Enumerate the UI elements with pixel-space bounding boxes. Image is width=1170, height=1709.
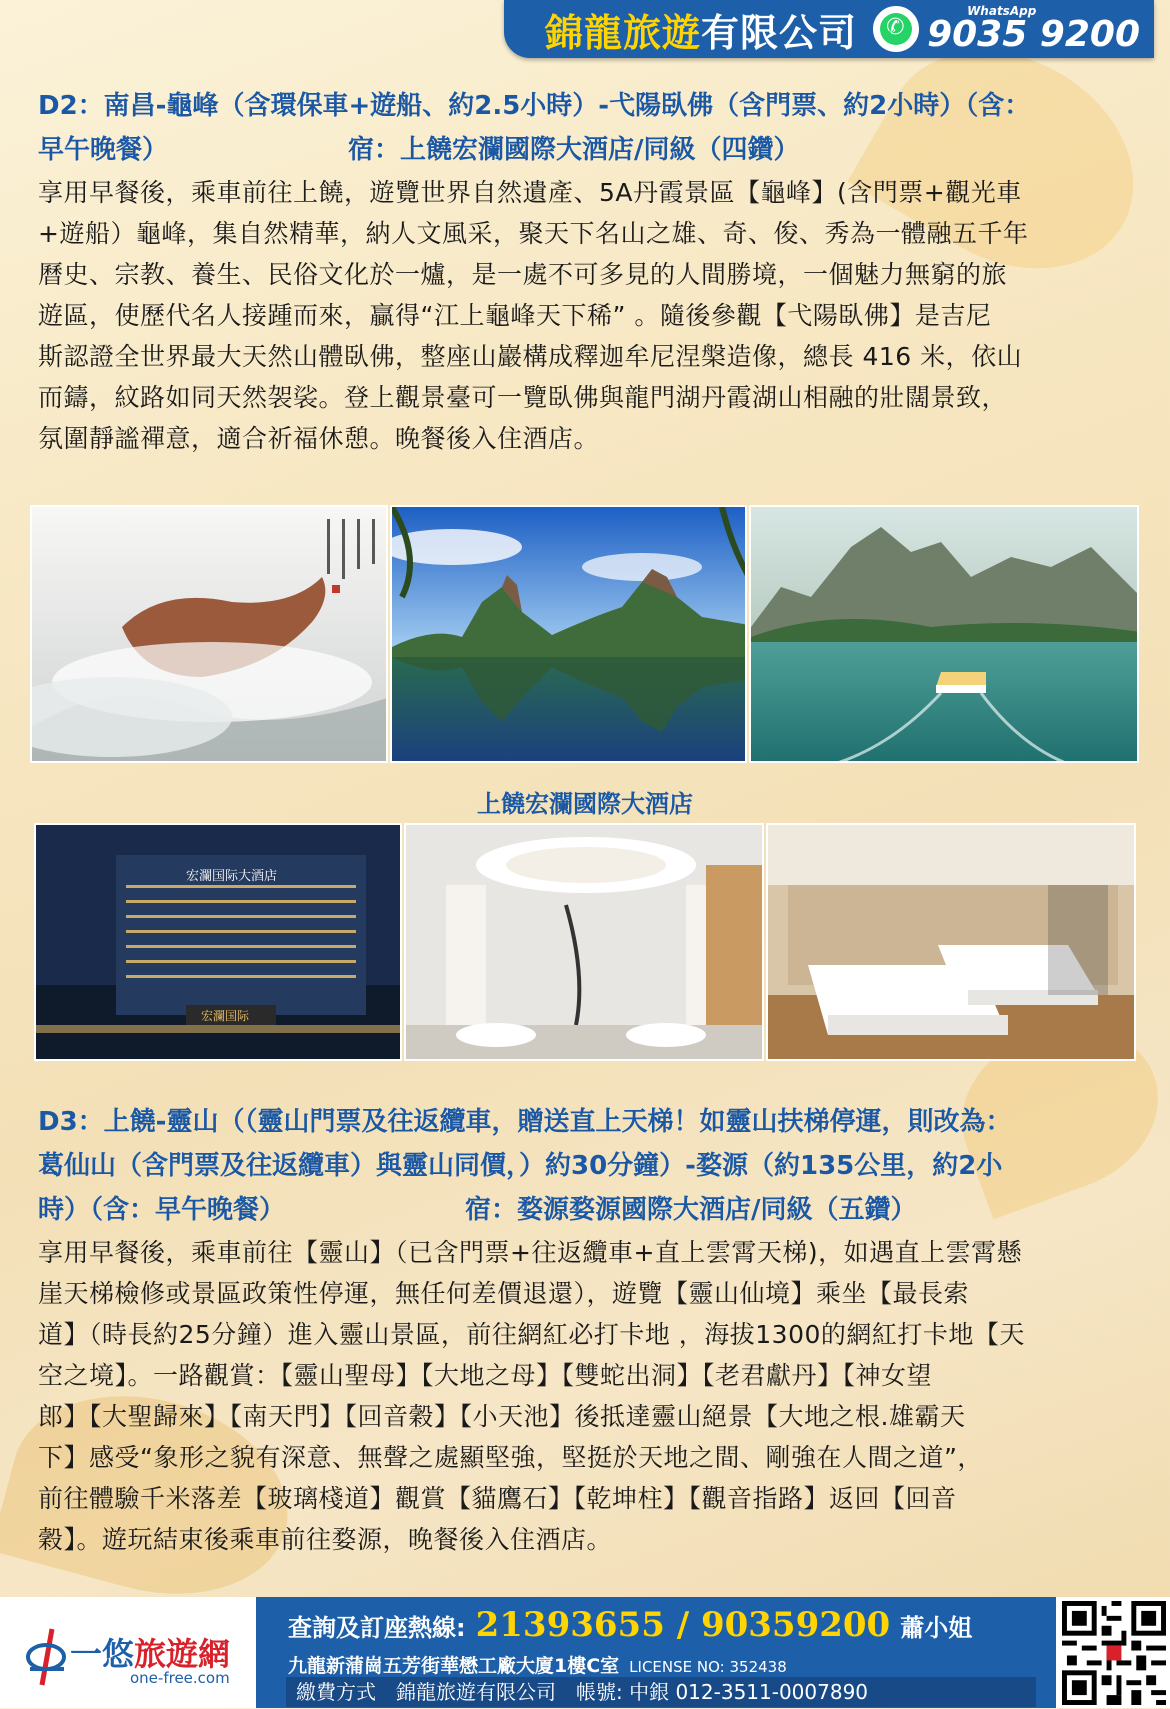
hotel-facade-sign: 宏瀾国际大酒店 — [186, 869, 278, 884]
contact-person: 蕭小姐 — [900, 1614, 973, 1642]
day2-desc-line: 遊區，使歷代名人接踵而來，贏得“江上龜峰天下稀” 。隨後參觀【弋陽臥佛】是吉尼 — [38, 301, 992, 330]
payment-label: 繳費方式 — [296, 1680, 376, 1704]
hotel-lobby-image — [406, 825, 764, 1061]
company-name-part2: 有限公司 — [701, 10, 858, 55]
day2-desc-line: 而鑄，紋路如同天然袈裟。登上觀景臺可一覽臥佛與龍門湖丹霞湖山相融的壯闊景致， — [38, 383, 1008, 412]
day3-desc-line: 下】感受“象形之貌有深意、無聲之處顯堅強，堅挺於天地之間、剛強在人間之道”， — [38, 1443, 983, 1472]
whatsapp-number[interactable]: 9035 9200 — [927, 14, 1140, 55]
day3-title: D3：上饒-靈山（（靈山門票及往返纜車，贈送直上天梯！如靈山扶梯停運，則改為： — [38, 1107, 1012, 1137]
day2-title: D2：南昌-龜峰（含環保車+遊船、約2.5小時）-弋陽臥佛（含門票、約2小時）（含： — [38, 91, 1031, 121]
hotel-exterior-image — [36, 825, 402, 1061]
day3-title-line2: 葛仙山（含門票及往返纜車）與靈山同價，）約30分鐘）-婺源（約135公里，約2小 — [38, 1151, 1003, 1181]
day2-desc-line: 享用早餐後，乘車前往上饒，遊覽世界自然遺產、5A丹霞景區【龜峰】(含門票+觀光車 — [38, 178, 1022, 207]
hotline-line — [288, 1605, 972, 1645]
company-header — [504, 0, 1154, 58]
day3-desc-line: 道】（時長約25分鐘）進入靈山景區，前往網紅必打卡地 ，海拔1300的網紅打卡地【天 — [38, 1320, 1025, 1349]
company-name-part1: 錦龍旅遊 — [545, 10, 702, 55]
whatsapp-label: WhatsApp — [967, 4, 1037, 18]
license-number: LICENSE NO: 352438 — [629, 1658, 787, 1676]
footer — [0, 1597, 1170, 1708]
hotel-gate-sign: 宏瀾国际 — [201, 1009, 250, 1023]
day2-title-line2 — [38, 128, 1138, 172]
payment-line — [286, 1677, 1036, 1707]
hotel-room-image — [768, 825, 1136, 1061]
guifeng-boat-photo — [749, 505, 1139, 763]
day2-desc-line: 氛圍靜謐禪意，適合祈福休憩。晚餐後入住酒店。 — [38, 424, 600, 453]
payee-name: 錦龍旅遊有限公司 — [396, 1680, 556, 1704]
hotel-caption: 上饒宏瀾國際大酒店 — [477, 790, 693, 818]
day3-desc-line: 享用早餐後，乘車前往【靈山】（已含門票+往返纜車+直上雲霄天梯)，如遇直上雲霄懸 — [38, 1238, 1023, 1267]
guifeng-boat-image — [751, 507, 1139, 763]
logo-text-part1: 一悠 — [70, 1635, 135, 1673]
day3-desc-line: 穀】。遊玩結束後乘車前往婺源，晚餐後入住酒店。 — [38, 1525, 613, 1554]
address-line — [288, 1651, 787, 1678]
contact-band — [256, 1597, 1056, 1708]
hotel-room-photo — [766, 823, 1136, 1061]
address: 九龍新蒲崗五芳街華懋工廠大廈1樓C室 — [288, 1655, 620, 1677]
guifeng-lake-image — [392, 507, 747, 763]
one-free-logo[interactable] — [10, 1619, 240, 1699]
day2-accommodation: 宿：上饒宏瀾國際大酒店/同級（四鑽） — [348, 135, 800, 165]
qr-code[interactable] — [1062, 1601, 1166, 1705]
company-name — [545, 2, 857, 57]
day3-accommodation: 宿：婺源婺源國際大酒店/同級（五鑽） — [465, 1195, 917, 1225]
day3-meals: 時）（含：早午晚餐） — [38, 1195, 286, 1225]
day3-section — [38, 1100, 1138, 1560]
whatsapp-icon — [873, 6, 919, 52]
one-free-logo-url[interactable]: one-free.com — [130, 1669, 230, 1687]
hotel-lobby-photo — [404, 823, 764, 1061]
day2-desc-line: +遊船）龜峰，集自然精華，納人文風采，聚天下名山之雄、奇、俊、秀為一體融五千年 — [38, 219, 1029, 248]
hotline-numbers[interactable]: 21393655 / 90359200 — [475, 1605, 891, 1645]
bank-account: 帳號: 中銀 012-3511-0007890 — [576, 1680, 869, 1704]
logo-text-part2: 旅遊網 — [134, 1635, 231, 1673]
day3-title-line3 — [38, 1188, 1138, 1232]
day3-desc-line: 崖天梯檢修或景區政策性停運，無任何差價退還），遊覽【靈山仙境】乘坐【最長索 — [38, 1279, 970, 1308]
day2-meals: 早午晚餐） — [38, 135, 169, 165]
one-free-logo-icon — [24, 1625, 70, 1687]
hotline-label: 查詢及訂座熱線: — [288, 1614, 466, 1642]
day3-desc-line: 前往體驗千米落差【玻璃棧道】觀賞【貓鷹石】【乾坤柱】【觀音指路】返回【回音 — [38, 1484, 957, 1513]
day3-desc-line: 郎】【大聖歸來】【南天門】【回音穀】【小天池】後抵達靈山絕景【大地之根.雄霸天 — [38, 1402, 966, 1431]
whatsapp-contact — [927, 5, 1140, 53]
guifeng-turtle-rock-photo — [30, 505, 388, 763]
hotel-exterior-photo — [34, 823, 402, 1061]
guifeng-turtle-rock-image — [32, 507, 388, 763]
day2-desc-line: 斯認證全世界最大天然山體臥佛，整座山巖構成釋迦牟尼涅槃造像，總長 416 米，依山 — [38, 342, 1023, 371]
guifeng-lake-photo — [390, 505, 747, 763]
day3-desc-line: 空之境】。一路觀賞：【靈山聖母】【大地之母】【雙蛇出洞】【老君獻丹】【神女望 — [38, 1361, 933, 1390]
day2-desc-line: 曆史、宗教、養生、民俗文化於一爐，是一處不可多見的人間勝境，一個魅力無窮的旅 — [38, 260, 1008, 289]
qr-code-icon — [1062, 1601, 1166, 1705]
day2-section — [38, 84, 1138, 459]
